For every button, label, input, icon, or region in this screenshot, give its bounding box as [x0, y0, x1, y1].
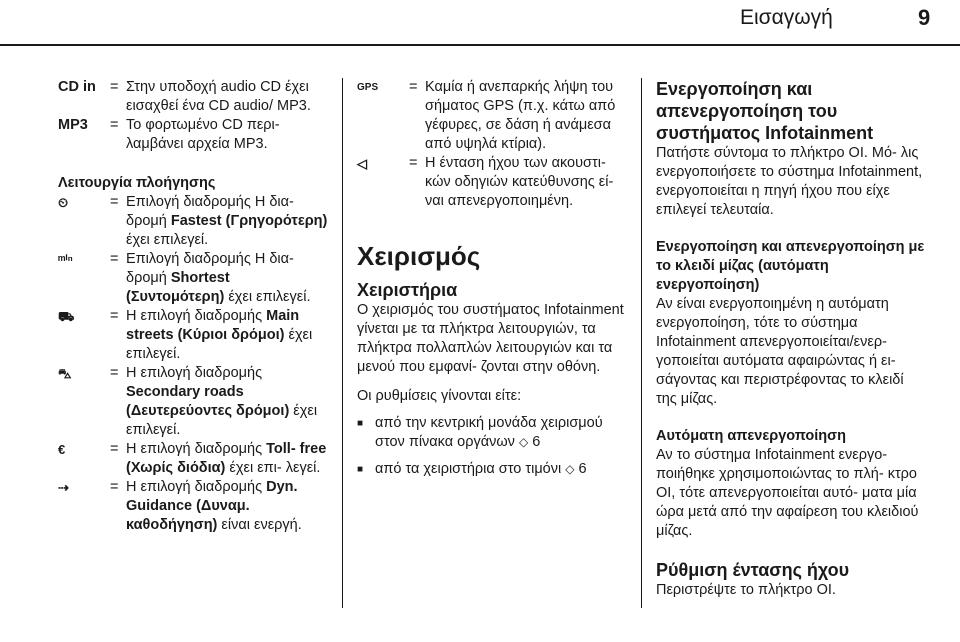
- page-ref-arrow-icon: ◇: [518, 435, 529, 449]
- settings-paragraph: Οι ρυθμίσεις γίνονται είτε:: [357, 388, 522, 404]
- power-paragraph: Πατήστε σύντομα το πλήκτρο OI. Μό- λις ενεργοποιήσετε το σύστημα Infotainment, ενεργοποιείται η πηγή ήχου που είχε επιλεγεί τελευταία.: [656, 145, 923, 218]
- no-gps-icon: GPS: [357, 82, 379, 93]
- term-key: CD in: [58, 79, 96, 95]
- definition-cd-in: [58, 78, 328, 116]
- nav-item-text: Επιλογή διαδρομής Η δια- δρομή Shortest (Συντομότερη) έχει επιλεγεί.: [126, 251, 311, 305]
- term-text: Στην υποδοχή audio CD έχει εισαχθεί ένα CD audio/ MP3.: [126, 79, 311, 114]
- nav-item-text: Η επιλογή διαδρομής Main streets (Κύριοι δρόμοι) έχει επιλεγεί.: [126, 308, 313, 362]
- definition-guidance-muted: [357, 154, 631, 211]
- page-number: 9: [918, 5, 931, 30]
- page-ref-arrow-icon: ◇: [565, 462, 575, 476]
- equals-sign: =: [110, 251, 119, 267]
- term-text: Καμία ή ανεπαρκής λήψη του σήματος GPS (π.χ. κάτω από γέφυρες, σε δάση ή ανάμεσα από υψηλά κτίρια).: [425, 79, 616, 152]
- list-item: ■ από τα χειριστήρια στο τιμόνι ◇ 6: [357, 461, 587, 477]
- nav-item-main-streets: [58, 307, 328, 364]
- nav-item-dynamic-guidance: [58, 478, 328, 535]
- equals-sign: =: [110, 79, 119, 95]
- shortest-route-icon: ᵐⁱⁿ: [58, 252, 73, 267]
- bullet-icon: ■: [357, 418, 364, 429]
- secondary-roads-icon: ⛍: [58, 366, 72, 381]
- column-divider: [342, 78, 343, 608]
- nav-item-secondary-roads: [58, 364, 328, 440]
- equals-sign: =: [110, 117, 119, 133]
- subsection-heading-power: Ενεργοποίηση και απενεργοποίηση του συστήματος Infotainment: [656, 79, 874, 143]
- equals-sign: =: [409, 155, 418, 171]
- column-divider: [641, 78, 642, 608]
- equals-sign: =: [110, 441, 119, 457]
- equals-sign: =: [409, 79, 418, 95]
- equals-sign: =: [110, 479, 119, 495]
- term-key: MP3: [58, 117, 88, 133]
- column-2: [357, 78, 631, 479]
- term-text: Το φορτωμένο CD περι- λαμβάνει αρχεία MP3.: [126, 117, 280, 152]
- ignition-paragraph: Αν είναι ενεργοποιημένη η αυτόματη ενεργοποίηση, τότε το σύστημα Infotainment απενεργοποιείται/ενερ- γοποιείται αυτόματα αφαιρώντας ή ει- σάγοντας και περιστρέφοντας το κλειδί της μίζας.: [656, 296, 904, 407]
- guidance-muted-icon: ◁: [357, 156, 367, 171]
- subsection-heading-controls: Χειριστήρια: [357, 280, 458, 300]
- nav-item-text: Η επιλογή διαδρομής Toll- free (Χωρίς διόδια) έχει επι- λεγεί.: [126, 441, 327, 476]
- column-3: [656, 78, 926, 600]
- equals-sign: =: [110, 194, 119, 210]
- ignition-subheading: Ενεργοποίηση και απενεργοποίηση με το κλειδί μίζας (αυτόματη ενεργοποίηση): [656, 239, 925, 293]
- definition-mp3: [58, 116, 328, 154]
- fastest-route-icon: ⏲: [58, 195, 69, 210]
- nav-item-shortest: [58, 250, 328, 307]
- page-ref[interactable]: 6: [578, 461, 587, 477]
- definition-no-gps: [357, 78, 631, 154]
- nav-item-text: Η επιλογή διαδρομής Secondary roads (Δευτερεύοντες δρόμοι) έχει επιλεγεί.: [126, 365, 318, 438]
- auto-off-paragraph: Αν το σύστημα Infotainment ενεργο- ποιήθηκε χρησιμοποιώντας το πλή- κτρο OI, τότε απενεργοποιείται αυτό- ματα μία ώρα μετά από την αφαίρεση του κλειδιού μίζας.: [656, 447, 919, 539]
- nav-item-text: Η επιλογή διαδρομής Dyn. Guidance (Δυναμ. καθοδήγηση) είναι ενεργή.: [126, 479, 302, 533]
- header-rule: [0, 44, 960, 46]
- nav-item-text: Επιλογή διαδρομής Η δια- δρομή Fastest (Γρηγορότερη) έχει επιλεγεί.: [126, 194, 328, 248]
- controls-paragraph: Ο χειρισμός του συστήματος Infotainment γίνεται με τα πλήκτρα λειτουργιών, τα πλήκτρα πολλαπλών λειτουργιών και τα μενού που εμφανί- ζονται στην οθόνη.: [357, 302, 624, 375]
- list-item: ■ από την κεντρική μονάδα χειρισμού στον πίνακα οργάνων ◇ 6: [357, 415, 603, 450]
- subsection-heading-volume: Ρύθμιση έντασης ήχου: [656, 560, 850, 580]
- auto-off-subheading: Αυτόματη απενεργοποίηση: [656, 428, 846, 444]
- dynamic-guidance-icon: ⇢: [58, 480, 69, 495]
- bullet-icon: ■: [357, 464, 364, 475]
- section-heading-operation: Χειρισμός: [357, 241, 481, 271]
- navigation-mode-heading: Λειτουργία πλοήγησης: [58, 175, 216, 191]
- toll-free-icon: €: [58, 442, 66, 457]
- term-text: Η ένταση ήχου των ακουστι- κών οδηγιών κατεύθυνσης εί- ναι απενεργοποιημένη.: [425, 155, 614, 209]
- equals-sign: =: [110, 365, 119, 381]
- main-streets-icon: ⛟: [58, 309, 75, 324]
- nav-item-toll-free: [58, 440, 328, 478]
- nav-item-fastest: [58, 193, 328, 250]
- equals-sign: =: [110, 308, 119, 324]
- volume-paragraph: Περιστρέψτε το πλήκτρο OI.: [656, 582, 836, 598]
- column-1: [58, 78, 328, 535]
- page-ref[interactable]: 6: [532, 434, 541, 450]
- section-title: Εισαγωγή: [740, 6, 833, 29]
